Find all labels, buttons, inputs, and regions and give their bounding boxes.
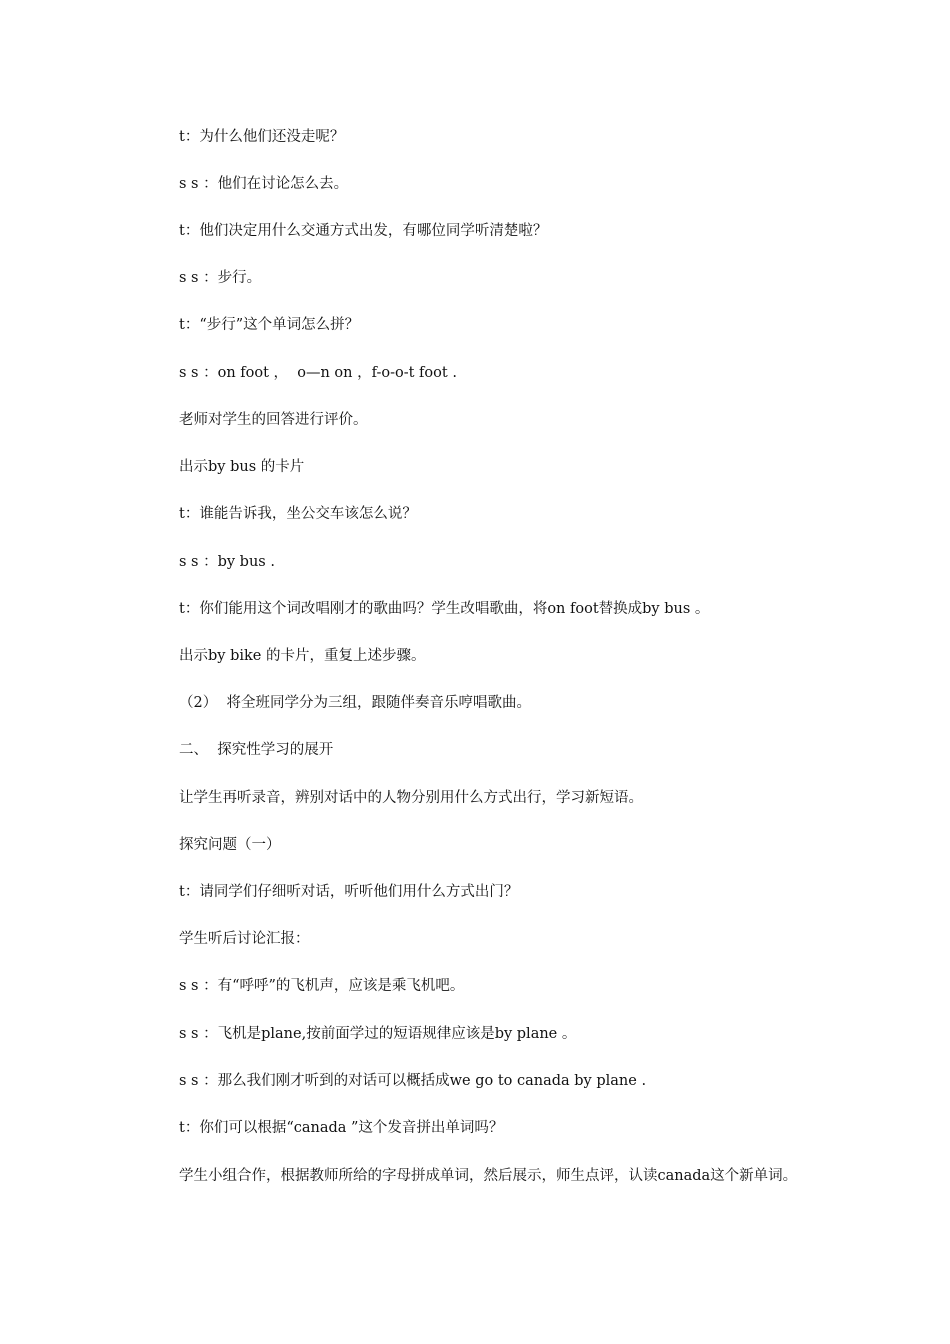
text-line-13: （2） 将全班同学分为三组，跟随伴奏音乐哼唱歌曲。	[179, 695, 531, 711]
dialogue-line-10: s s ：by bus .	[179, 554, 275, 570]
text-line-8: 出示by bus 的卡片	[179, 459, 305, 475]
dialogue-line-9: t：谁能告诉我，坐公交车该怎么说？	[179, 506, 417, 522]
final-paragraph: 学生小组合作，根据教师所给的字母拼成单词，然后展示，师生点评，认读canada这个新单词。	[179, 1168, 798, 1184]
dialogue-line-17: t：请同学们仔细听对话，听听他们用什么方式出门？	[179, 884, 519, 900]
dialogue-line-2: s s ：他们在讨论怎么去。	[179, 176, 349, 192]
section-heading: 二、 探究性学习的展开	[179, 742, 334, 758]
subsection-heading: 探究问题（一）	[179, 837, 281, 853]
dialogue-line-11: t：你们能用这个词改唱刚才的歌曲吗？学生改唱歌曲，将on foot替换成by bus 。	[179, 601, 710, 617]
dialogue-line-1: t：为什么他们还没走呢？	[179, 129, 345, 145]
dialogue-line-4: s s ：步行。	[179, 270, 262, 286]
dialogue-line-22: t：你们可以根据“canada ”这个发音拼出单词吗？	[179, 1120, 504, 1136]
dialogue-line-19: s s ：有“呼呼”的飞机声，应该是乘飞机吧。	[179, 978, 465, 994]
dialogue-line-20: s s ：飞机是plane,按前面学过的短语规律应该是by plane 。	[179, 1026, 577, 1042]
text-line-12: 出示by bike 的卡片，重复上述步骤。	[179, 648, 426, 664]
text-line-15: 让学生再听录音，辨别对话中的人物分别用什么方式出行，学习新短语。	[179, 790, 643, 806]
dialogue-line-3: t：他们决定用什么交通方式出发，有哪位同学听清楚啦？	[179, 223, 548, 239]
text-line-7: 老师对学生的回答进行评价。	[179, 412, 368, 428]
dialogue-line-5: t：“步行”这个单词怎么拼？	[179, 317, 360, 333]
dialogue-line-6: s s ：on foot ， o—n on ，f-o-o-t foot .	[179, 365, 457, 381]
dialogue-line-21: s s ：那么我们刚才听到的对话可以概括成we go to canada by plane .	[179, 1073, 647, 1089]
text-line-18: 学生听后讨论汇报：	[179, 931, 310, 947]
